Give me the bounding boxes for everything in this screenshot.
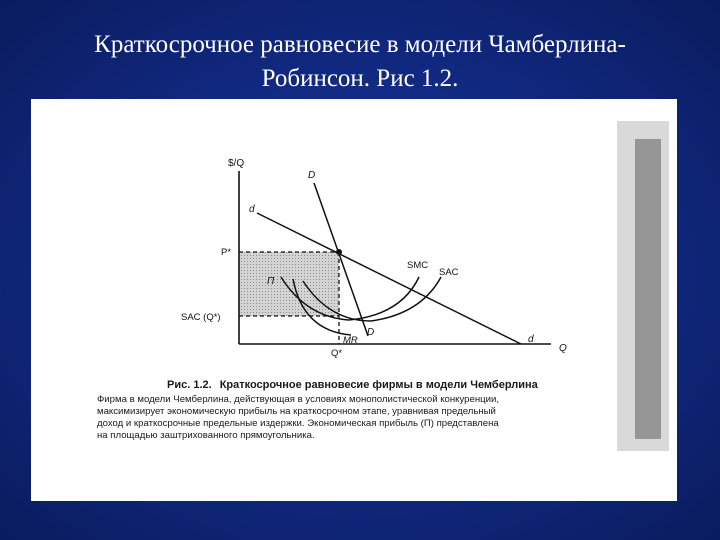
caption-line-3: доход и краткосрочные предельные издержки. Экономическая прибыль (П) представлена [97,418,499,429]
label-D-top: D [308,170,316,181]
y-axis-label: $/Q [228,158,245,169]
profit-label: П [267,276,275,287]
slide-title-line-1: Краткосрочное равновесие в модели Чамберлина- [94,31,626,58]
label-d-bottom: d [528,334,534,345]
caption-title: Краткосрочное равновесие фирмы в модели Чемберлина [219,379,538,391]
label-sac: SAC [439,267,459,278]
caption-line-2: максимизирует экономическую прибыль на краткосрочном этапе, уравнивая предельный [97,406,496,417]
caption-body [97,394,657,442]
label-mr: MR [343,335,358,346]
cost-label: SAC (Q*) [181,312,221,323]
slide-title [20,28,700,96]
quantity-label: Q* [331,348,343,359]
label-d-top: d [249,204,255,215]
label-smc: SMC [407,260,429,271]
x-axis-label: Q [559,343,567,354]
price-label: P* [221,247,232,258]
caption-line-4: на площадью заштрихованного прямоугольника. [97,430,315,441]
scanned-figure [31,99,677,501]
slide-title-line-2: Робинсон. Рис 1.2. [261,65,459,92]
caption-line-1: Фирма в модели Чемберлина, действующая в условиях монополистической конкуренции, [97,394,499,405]
caption-heading [167,379,657,391]
label-D-bottom: D [367,327,375,338]
caption-number: Рис. 1.2. [167,379,212,391]
equilibrium-point [336,249,342,255]
profit-area [239,252,339,316]
figure-caption [97,379,657,442]
